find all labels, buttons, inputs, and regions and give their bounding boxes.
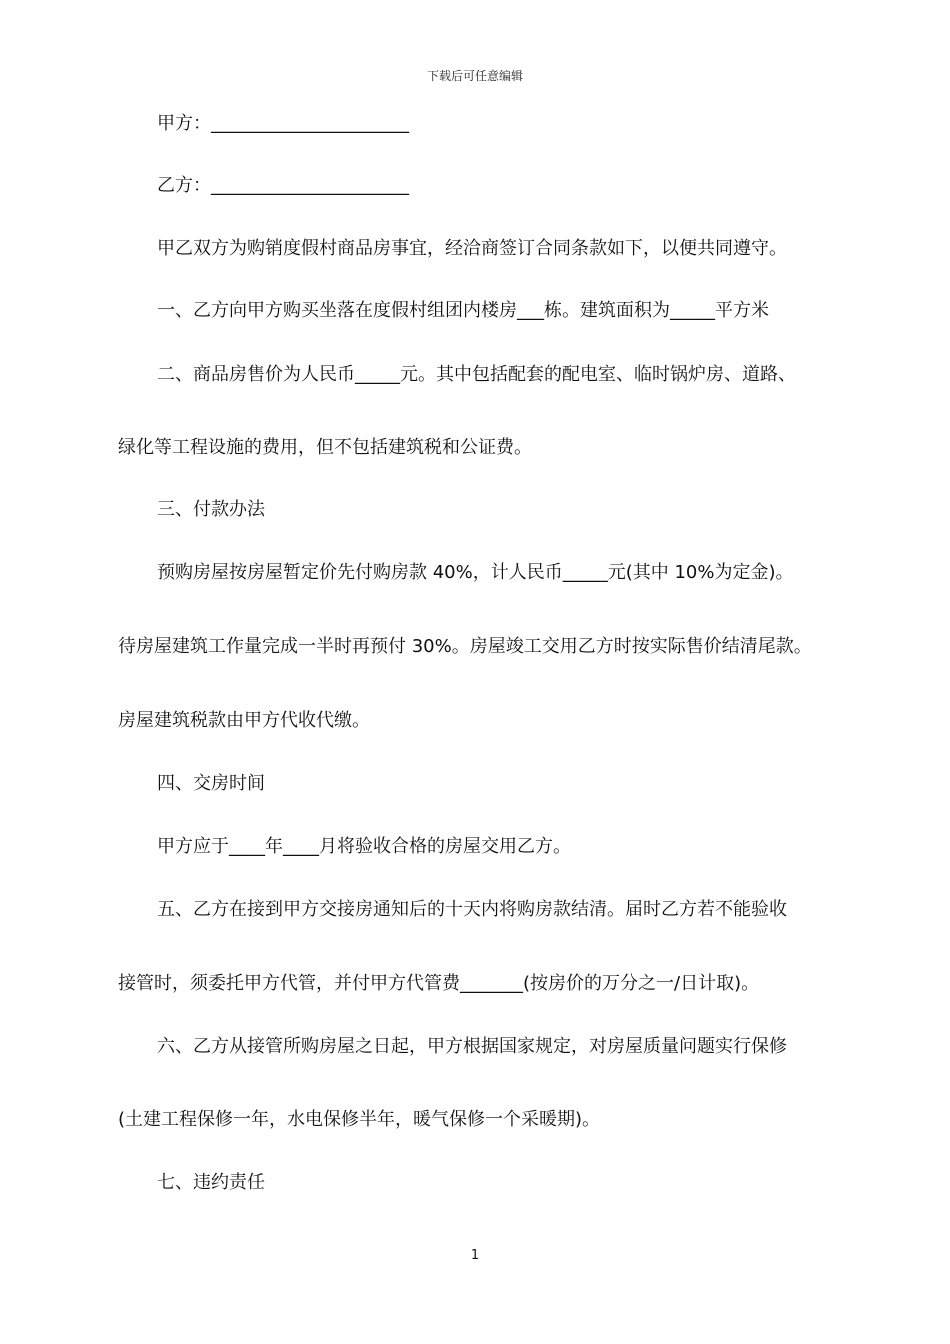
payment-line-3: 房屋建筑税款由甲方代收代缴。	[118, 710, 370, 731]
clause-7-heading: 七、违约责任	[157, 1172, 265, 1193]
page-header: 下载后可任意编辑	[426, 69, 523, 83]
clause-4-heading: 四、交房时间	[157, 773, 265, 794]
clause-6-line: 六、乙方从接管所购房屋之日起，甲方根据国家规定，对房屋质量问题实行保修	[157, 1036, 787, 1057]
clause-3-heading: 三、付款办法	[157, 499, 265, 520]
clause-5-continuation: 接管时，须委托甲方代管，并付甲方代管费_______(按房价的万分之一/日计取)。	[118, 973, 760, 994]
party-a-line: 甲方：______________________	[157, 113, 409, 134]
party-b-line: 乙方：______________________	[157, 175, 409, 196]
clause-2-line: 二、商品房售价为人民币_____元。其中包括配套的配电室、临时锅炉房、道路、	[157, 364, 796, 385]
payment-line-2: 待房屋建筑工作量完成一半时再预付 30%。房屋竣工交用乙方时按实际售价结清尾款。	[118, 636, 812, 657]
clause-6-continuation: (土建工程保修一年，水电保修半年，暖气保修一个采暖期)。	[118, 1109, 601, 1130]
delivery-time-line: 甲方应于____年____月将验收合格的房屋交用乙方。	[157, 836, 571, 857]
payment-line-1: 预购房屋按房屋暂定价先付购房款 40%，计人民币_____元(其中 10%为定金)。	[157, 562, 794, 583]
preamble-paragraph: 甲乙双方为购销度假村商品房事宜，经洽商签订合同条款如下，以便共同遵守。	[157, 238, 787, 259]
clause-2-continuation: 绿化等工程设施的费用，但不包括建筑税和公证费。	[118, 437, 532, 458]
clause-5-line: 五、乙方在接到甲方交接房通知后的十天内将购房款结清。届时乙方若不能验收	[157, 899, 787, 920]
page-number: 1	[470, 1248, 480, 1263]
clause-1-line: 一、乙方向甲方购买坐落在度假村组团内楼房___栋。建筑面积为_____平方米	[157, 300, 769, 321]
